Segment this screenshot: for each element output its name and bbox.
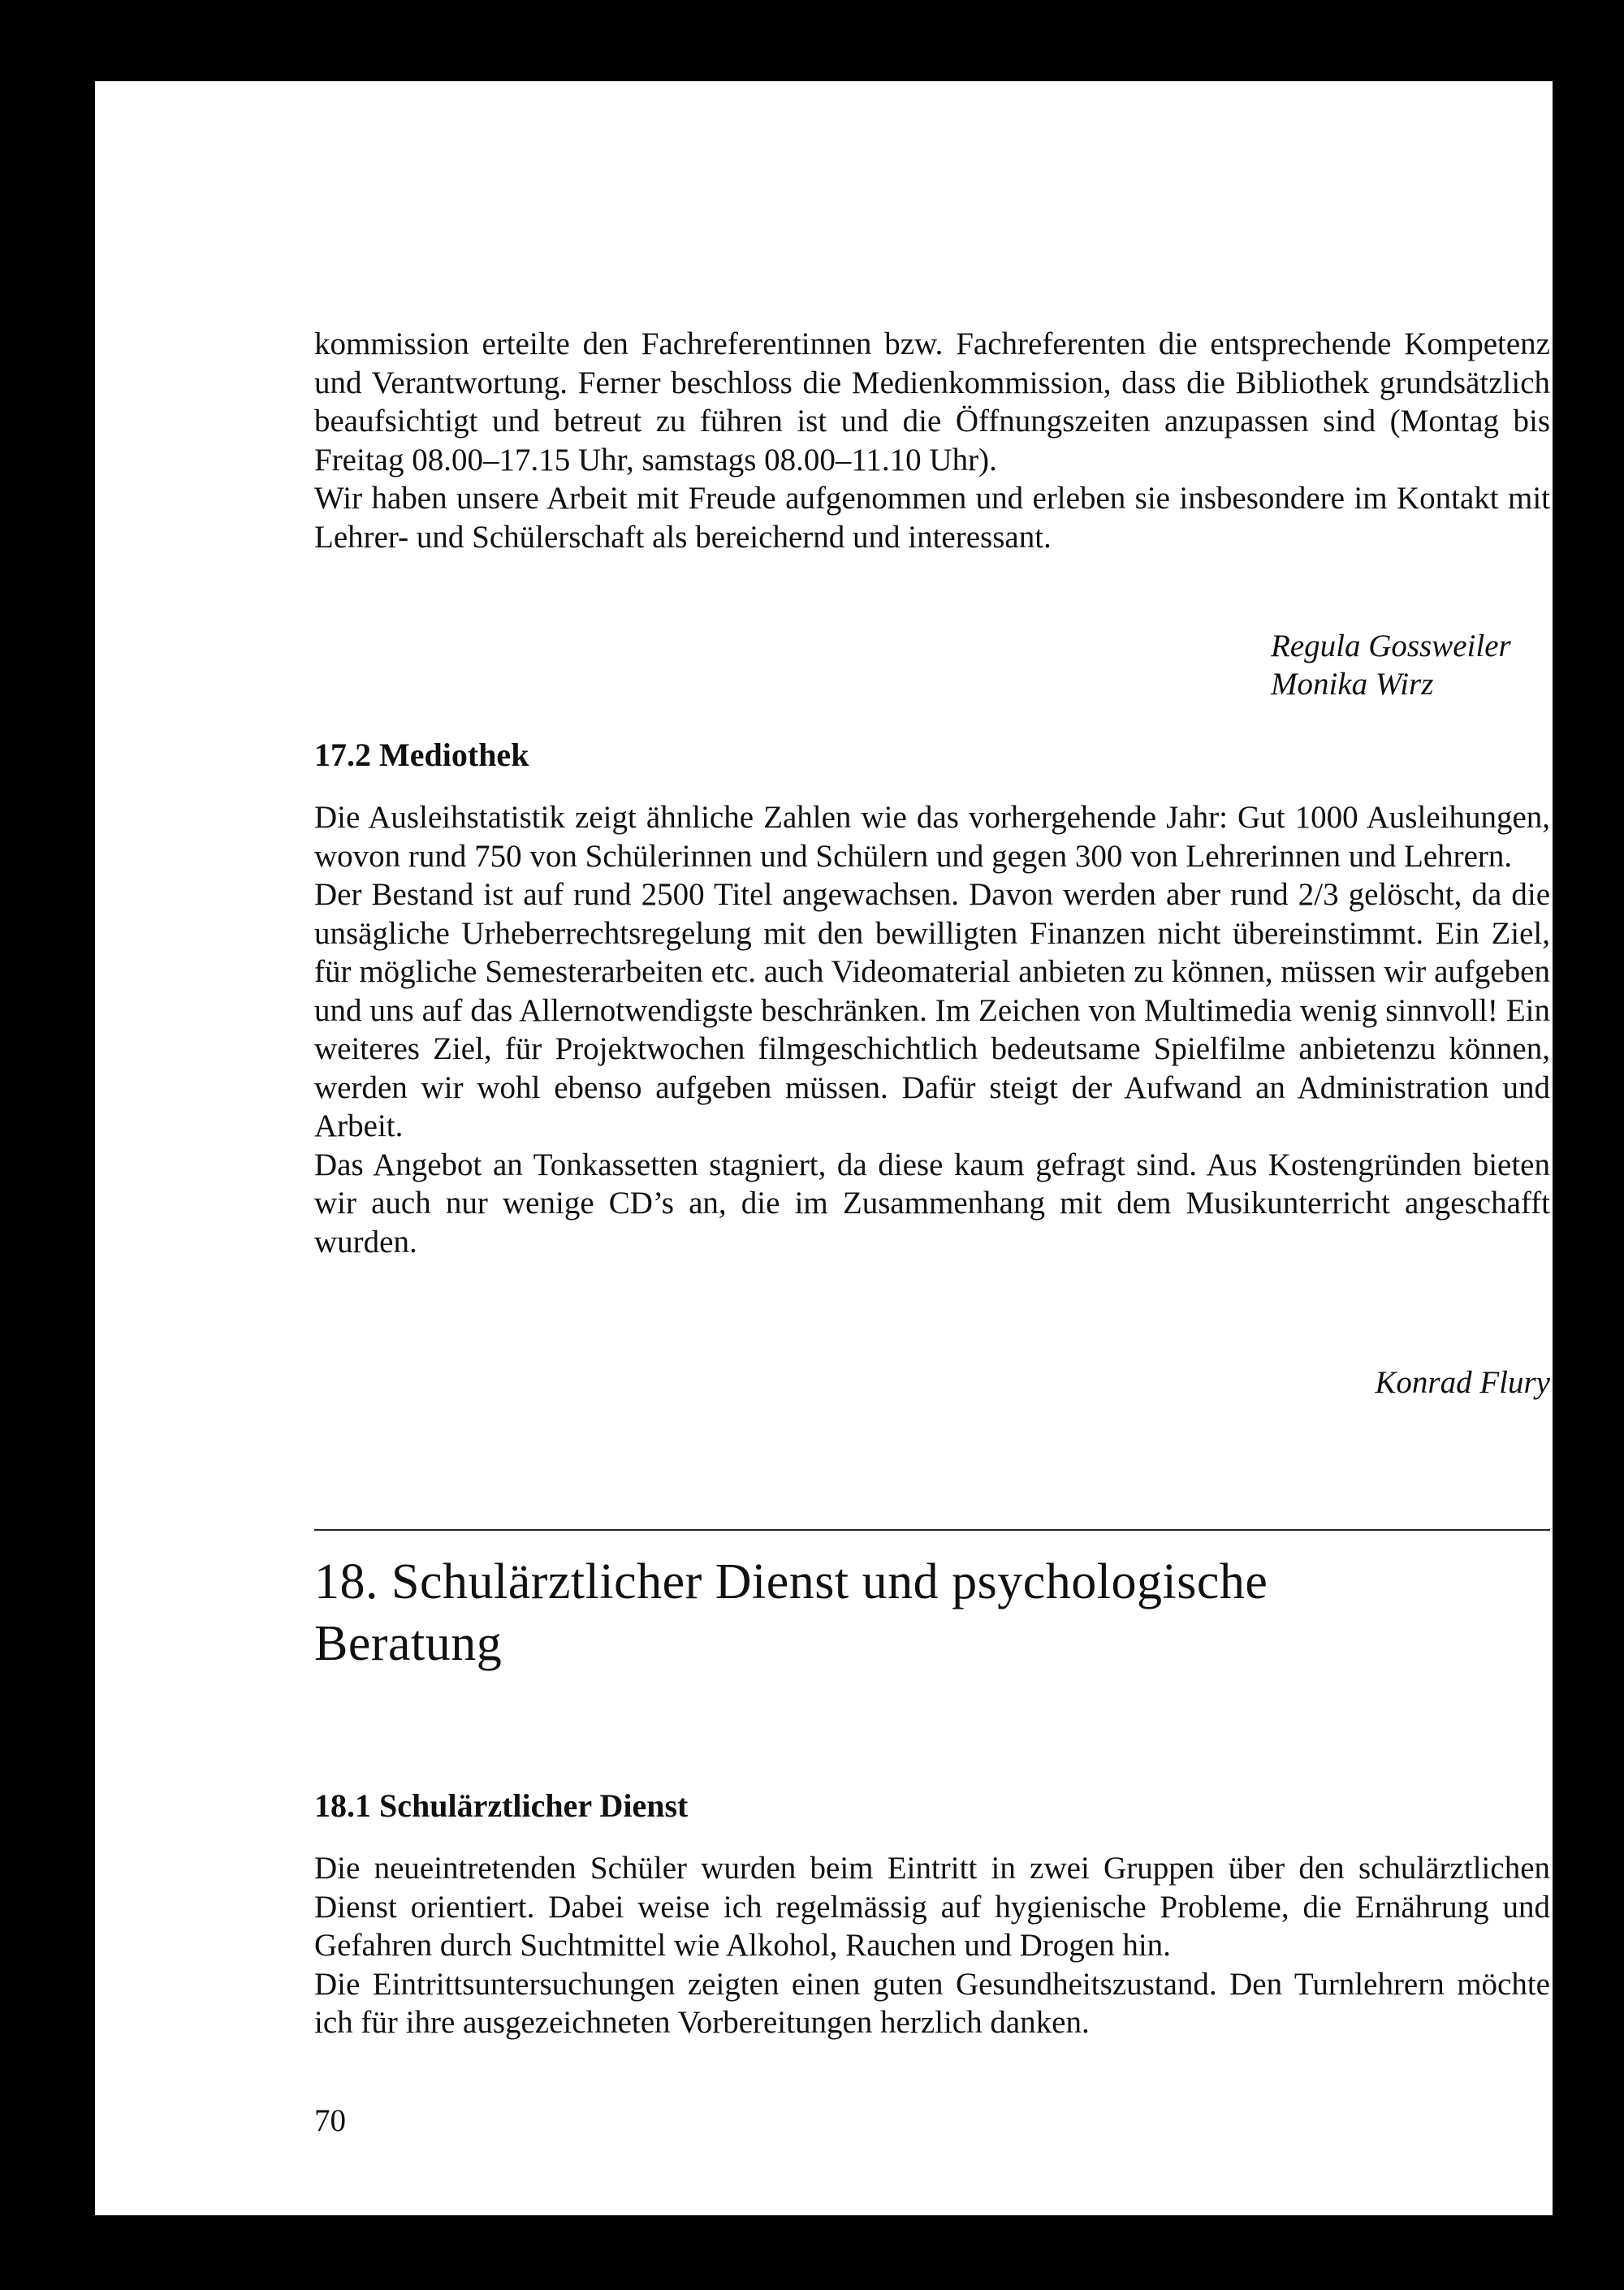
chapter-title-line-2: Beratung	[314, 1616, 503, 1671]
section-heading: 18.1 Schulärztlicher Dienst	[314, 1787, 689, 1824]
signature-block-1	[314, 627, 1550, 703]
page-number-block	[314, 2102, 1550, 2141]
mediothek-paragraph-3: Das Angebot an Tonkassetten stagniert, da diese kaum gefragt sind. Aus Kostengründen bieten wir auch nur wenige CD’s an, die im Zusammenhang mit dem Musikunterricht angeschafft wurden.	[314, 1147, 1550, 1260]
intro-paragraph-1: kommission erteilte den Fachreferentinnen bzw. Fachreferenten die entsprechende Kompetenz und Verantwortung. Ferner beschloss die Medienkommission, dass die Bibliothek grundsätzlich beaufsichtigt und betreut zu führen ist und die Öffnungszeiten anzupassen sind (Montag bis Freitag 08.00–17.15 Uhr, samstags 08.00–11.10 Uhr).	[314, 326, 1550, 477]
mediothek-paragraph-1: Die Ausleihstatistik zeigt ähnliche Zahlen wie das vorhergehende Jahr: Gut 1000 Ausleihungen, wovon rund 750 von Schülerinnen und Schülern und gegen 300 von Lehrerinnen und Lehrern.	[314, 800, 1550, 874]
signature-block-2	[314, 1363, 1550, 1402]
page-number: 70	[314, 2103, 346, 2138]
page-content	[314, 325, 1550, 2290]
signature-name: Konrad Flury	[1375, 1365, 1550, 1400]
intro-text	[314, 325, 1550, 556]
signature-names	[1271, 627, 1550, 703]
heading-18-1	[314, 1787, 1550, 1826]
section-heading: 17.2 Mediothek	[314, 737, 529, 773]
chapter-18-title	[314, 1551, 1550, 1674]
schularzt-paragraph-1: Die neueintretenden Schüler wurden beim Eintritt in zwei Gruppen über den schulärztlichen Dienst orientiert. Dabei weise ich regelmässig auf hygienische Probleme, die Ernährung und Gefahren durch Suchtmittel wie Alkohol, Rauchen und Drogen hin.	[314, 1851, 1550, 1963]
signature-name-1: Regula Gossweiler	[1271, 629, 1511, 663]
chapter-title-line-1: 18. Schulärztlicher Dienst und psychologische	[314, 1554, 1268, 1609]
section-18-1-body	[314, 1849, 1550, 2042]
heading-17-2	[314, 736, 1550, 775]
schularzt-paragraph-2: Die Eintrittsuntersuchungen zeigten einen guten Gesundheitszustand. Den Turnlehrern möchte ich für ihre ausgezeichneten Vorbereitungen herzlich danken.	[314, 1966, 1550, 2040]
document-page	[95, 81, 1553, 2215]
chapter-divider	[314, 1529, 1550, 1531]
section-17-2-body	[314, 798, 1550, 1261]
intro-paragraph-2: Wir haben unsere Arbeit mit Freude aufgenommen und erleben sie insbesondere im Kontakt mit Lehrer- und Schülerschaft als bereichernd und interessant.	[314, 481, 1550, 555]
signature-name-2: Monika Wirz	[1271, 667, 1434, 702]
mediothek-paragraph-2: Der Bestand ist auf rund 2500 Titel angewachsen. Davon werden aber rund 2/3 gelöscht, da die unsägliche Urheberrechtsregelung mit den bewilligten Finanzen nicht übereinstimmt. Ein Ziel, für mögliche Semesterarbeiten etc. auch Videomaterial anbieten zu können, müssen wir aufgeben und uns auf das Allernotwendigste beschränken. Im Zeichen von Multimedia wenig sinnvoll! Ein weiteres Ziel, für Projektwochen filmgeschichtlich bedeutsame Spielfilme anbietenzu können, werden wir wohl ebenso aufgeben müssen. Dafür steigt der Aufwand an Administration und Arbeit.	[314, 877, 1550, 1143]
